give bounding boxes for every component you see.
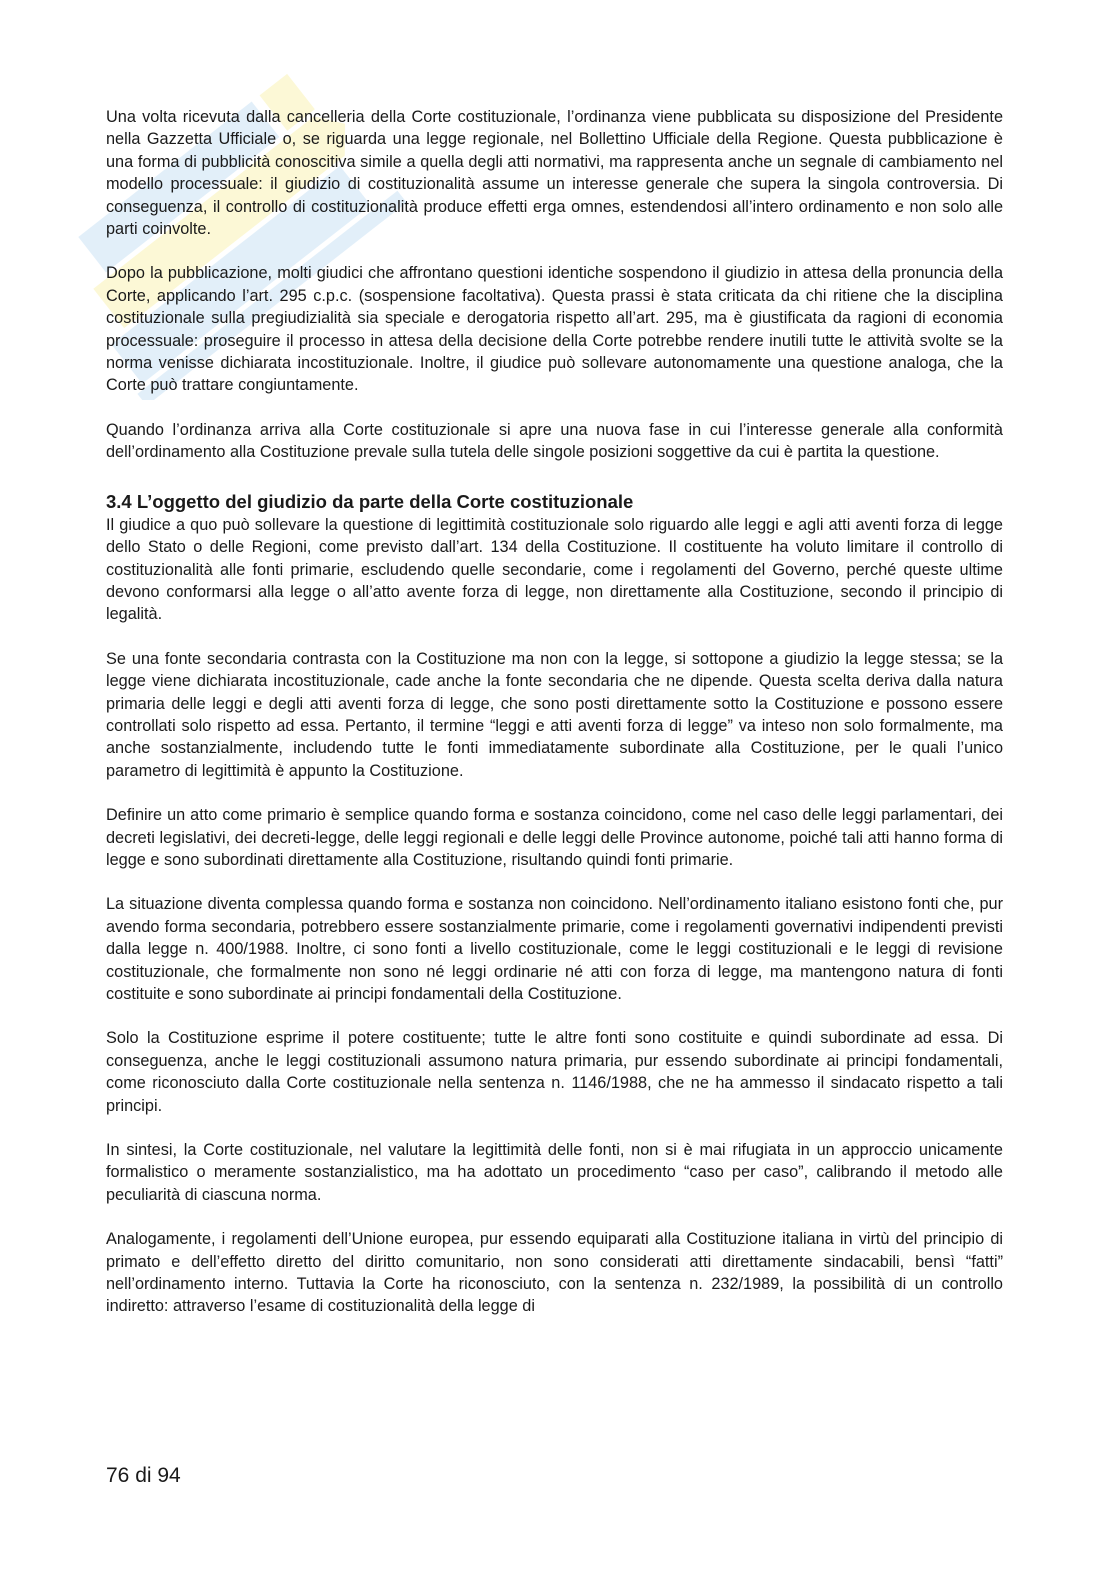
body-paragraph: Definire un atto come primario è semplice quando forma e sostanza coincidono, come nel caso delle leggi parlamentari, dei decreti legislativi, dei decreti-legge, delle leggi regionali e delle leggi delle Province autonome, poiché tali atti hanno forma di legge e sono subordinati direttamente alla Costituzione, risultando quindi fonti primarie. <box>106 806 1003 869</box>
body-paragraph: Quando l’ordinanza arriva alla Corte costituzionale si apre una nuova fase in cui l’interesse generale alla conformità dell’ordinamento alla Costituzione prevale sulla tutela delle singole posizioni soggettive da cui è partita la questione. <box>106 420 1003 462</box>
document-page <box>106 106 1003 1340</box>
body-paragraph: Solo la Costituzione esprime il potere costituente; tutte le altre fonti sono costituite e quindi subordinate ad essa. Di conseguenza, anche le leggi costituzionali assumono natura primaria, pur essendo subordinate ai principi fondamentali, come riconosciuto dalla Corte costituzionale nella sentenza n. 1146/1988, che ne ha ammesso il sindacato rispetto a tali principi. <box>106 1029 1003 1115</box>
section-heading: 3.4 L’oggetto del giudizio da parte della Corte costituzionale <box>106 490 634 512</box>
body-paragraph: In sintesi, la Corte costituzionale, nel valutare la legittimità delle fonti, non si è mai rifugiata in un approccio unicamente formalistico o meramente sostanzialistico, ma ha adottato un procedimento “caso per caso”, calibrando il metodo alle peculiarità di ciascuna norma. <box>106 1141 1003 1204</box>
body-paragraph: Una volta ricevuta dalla cancelleria della Corte costituzionale, l’ordinanza viene pubblicata su disposizione del Presidente nella Gazzetta Ufficiale o, se riguarda una legge regionale, nel Bollettino Ufficiale della Regione. Questa pubblicazione è una forma di pubblicità conoscitiva simile a quella degli atti normativi, ma rappresenta anche un segnale di cambiamento nel modello processuale: il giudizio di costituzionalità assume un interesse generale che supera la singola controversia. Di conseguenza, il controllo di costituzionalità produce effetti erga omnes, estendendosi all’intero ordinamento e non solo alle parti coinvolte. <box>106 108 1003 239</box>
body-paragraph: La situazione diventa complessa quando forma e sostanza non coincidono. Nell’ordinamento italiano esistono fonti che, pur avendo forma secondaria, potrebbero essere sostanzialmente primarie, come i regolamenti governativi indipendenti previsti dalla legge n. 400/1988. Inoltre, ci sono fonti a livello costituzionale, come le leggi costituzionali e le leggi di revisione costituzionale, che formalmente non sono né leggi ordinarie né atti con forza di legge, ma mantengono natura di fonti costituite e sono subordinate ai principi fondamentali della Costituzione. <box>106 895 1003 1003</box>
body-paragraph: Se una fonte secondaria contrasta con la Costituzione ma non con la legge, si sottopone a giudizio la legge stessa; se la legge viene dichiarata incostituzionale, cade anche la fonte secondaria che ne dipende. Questa scelta deriva dalla natura primaria delle leggi e degli atti aventi forza di legge, che sono posti direttamente sotto la Costituzione e possono essere controllati solo rispetto ad essa. Pertanto, il termine “leggi e atti aventi forza di legge” va inteso non solo formalmente, ma anche sostanzialmente, includendo tutte le fonti immediatamente subordinate alla Costituzione, per le quali l’unico parametro di legittimità è appunto la Costituzione. <box>106 649 1003 780</box>
body-paragraph: Analogamente, i regolamenti dell’Unione europea, pur essendo equiparati alla Costituzione italiana in virtù del principio di primato e dell’effetto diretto del diritto comunitario, non sono considerati atti direttamente sindacabili, bensì “fatti” nell’ordinamento interno. Tuttavia la Corte ha riconosciuto, con la sentenza n. 232/1989, la possibilità di un controllo indiretto: attraverso l’esame di costituzionalità della legge di <box>106 1230 1003 1316</box>
page-number: 76 di 94 <box>106 1464 181 1487</box>
body-paragraph: Dopo la pubblicazione, molti giudici che affrontano questioni identiche sospendono il giudizio in attesa della pronuncia della Corte, applicando l’art. 295 c.p.c. (sospensione facoltativa). Questa prassi è stata criticata da chi ritiene che la disciplina costituzionale sulla pregiudizialità sia speciale e derogatoria rispetto all’art. 295, ma è giustificata da ragioni di economia processuale: proseguire il processo in attesa della decisione della Corte potrebbe rendere inutili tutte le attività svolte se la norma venisse dichiarata incostituzionale. Inoltre, il giudice può sollevare autonomamente una questione analoga, che la Corte può trattare congiuntamente. <box>106 264 1003 395</box>
body-paragraph: Il giudice a quo può sollevare la questione di legittimità costituzionale solo riguardo alle leggi e agli atti aventi forza di legge dello Stato o delle Regioni, come previsto dall’art. 134 della Costituzione. Il costituente ha voluto limitare il controllo di costituzionalità alle fonti primarie, escludendo quelle secondarie, come i regolamenti del Governo, perché queste ultime devono conformarsi alla legge o all’atto avente forza di legge, non direttamente alla Costituzione, secondo il principio di legalità. <box>106 515 1003 624</box>
